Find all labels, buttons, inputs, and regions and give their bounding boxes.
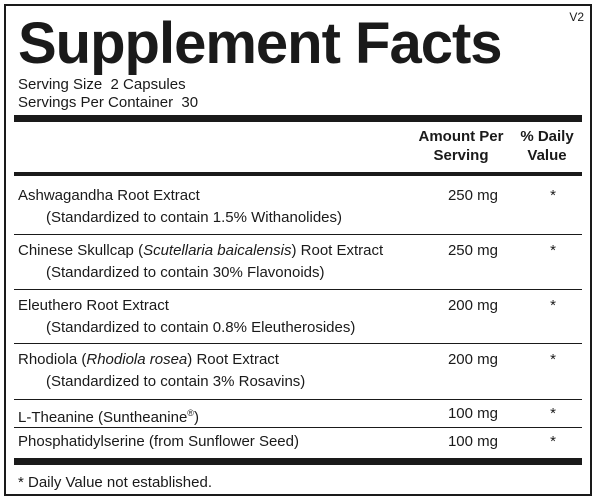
ingredient-daily-value: * (550, 297, 556, 314)
ingredient-name: Rhodiola (Rhodiola rosea) Root Extract (18, 351, 279, 368)
ingredient-daily-value: * (550, 187, 556, 204)
ingredient-standardization: (Standardized to contain 3% Rosavins) (46, 373, 306, 390)
ingredient-daily-value: * (550, 242, 556, 259)
ingredient-amount: 250 mg (447, 242, 499, 259)
ingredient-amount: 200 mg (447, 297, 499, 314)
serving-info (18, 76, 198, 112)
row-divider (14, 399, 582, 400)
row-divider (14, 289, 582, 290)
daily-value-header: % Daily Value (520, 128, 574, 164)
ingredient-daily-value: * (550, 405, 556, 422)
ingredient-amount: 100 mg (447, 405, 499, 422)
ingredient-daily-value: * (550, 351, 556, 368)
serving-size: Serving Size 2 Capsules (18, 76, 186, 93)
version-label: V2 (569, 10, 584, 24)
ingredient-name: Phosphatidylserine (from Sunflower Seed) (18, 433, 299, 450)
ingredient-amount: 100 mg (447, 433, 499, 450)
ingredient-name: Chinese Skullcap (Scutellaria baicalensis) Root Extract (18, 242, 384, 259)
ingredient-standardization: (Standardized to contain 0.8% Eleutherosides) (46, 319, 356, 336)
amount-header: Amount Per Serving (418, 128, 504, 164)
ingredient-name: Eleuthero Root Extract (18, 297, 169, 314)
row-divider (14, 343, 582, 344)
supplement-facts-panel (4, 4, 592, 496)
panel-title: Supplement Facts (18, 11, 502, 76)
bottom-thick-rule (14, 458, 582, 465)
top-thick-rule (14, 115, 582, 122)
header-rule (14, 172, 582, 176)
row-divider (14, 234, 582, 235)
ingredient-standardization: (Standardized to contain 1.5% Withanolides) (46, 209, 343, 226)
ingredient-name: L-Theanine (Suntheanine®) (18, 408, 199, 426)
row-divider (14, 427, 582, 428)
ingredient-amount: 200 mg (447, 351, 499, 368)
servings-per-container: Servings Per Container 30 (18, 94, 199, 111)
ingredient-name: Ashwagandha Root Extract (18, 187, 200, 204)
ingredient-daily-value: * (550, 433, 556, 450)
footnote: * Daily Value not established. (18, 474, 213, 491)
ingredient-standardization: (Standardized to contain 30% Flavonoids) (46, 264, 325, 281)
ingredient-amount: 250 mg (447, 187, 499, 204)
